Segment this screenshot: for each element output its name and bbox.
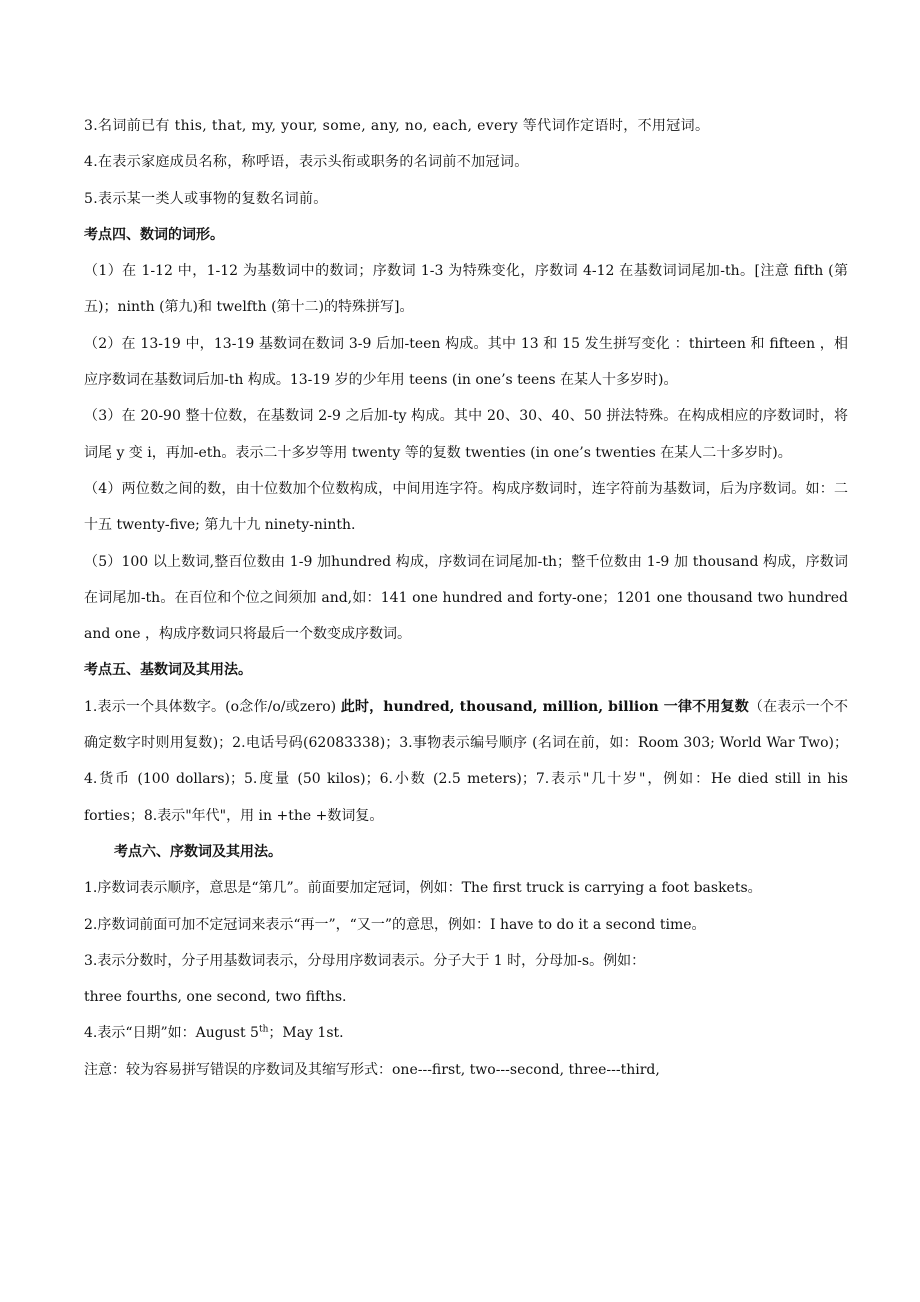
text-line: 3.名词前已有 this, that, my, your, some, any, no, each, every 等代词作定语时，不用冠词。 — [84, 118, 710, 134]
paragraph: （4）两位数之间的数，由十位数加个位数构成，中间用连字符。构成序数词时，连字符前为基数词，后为序数词。如：二十五 twenty-five; 第九十九 ninety-ninth. — [84, 480, 848, 534]
text-run: 1.表示一个具体数字。(o念作/o/或zero) — [84, 698, 341, 715]
text-run: ；May 1st. — [268, 1025, 344, 1042]
bold-text-run: 此时，hundred, thousand, million, billion 一律不用复数 — [340, 698, 749, 715]
superscript: th — [258, 1024, 269, 1035]
paragraph: （2）在 13-19 中，13-19 基数词在数词 3-9 后加-teen 构成。其中 13 和 15 发生拼写变化 ：thirteen 和 fifteen ，相应序数词在基数词后加-th 构成。13-19 岁的少年用 teens (in one’s teens 在某人十多岁时)。 — [84, 335, 848, 389]
paragraph: 2.序数词前面可加不定冠词来表示“再一”，“又一”的意思，例如：I have to do it a second time。 — [84, 916, 706, 933]
paragraph: 3.表示分数时，分子用基数词表示，分母用序数词表示。分子大于 1 时，分母加-s。例如： — [84, 952, 646, 969]
text-line: 5.表示某一类人或事物的复数名词前。 — [84, 190, 328, 207]
text-run: （在表示一个不确定数字时则用复数)；2.电话号码(62083338)；3.事物表示编号顺序 (名词在前，如：Room 303; World War Two)；4.货币 (100 dollars)；5.度量 (50 kilos)；6.小数 (2.5 meters)；7.表示"几十岁"，例如：He died still in his forties；8.表示"年代"，用 in +the +数词复。 — [84, 698, 849, 824]
paragraph: three fourths, one second, two fifths. — [84, 989, 347, 1006]
section-heading: 考点六、序数词及其用法。 — [114, 843, 282, 860]
paragraph: （1）在 1-12 中，1-12 为基数词中的数词；序数词 1-3 为特殊变化，序数词 4-12 在基数词词尾加-th。[注意 fifth (第五)；ninth (第九)和 twelfth (第十二)的特殊拼写]。 — [84, 263, 848, 316]
text-run: 4.表示“日期”如：August 5 — [84, 1025, 259, 1042]
section-heading: 考点五、基数词及其用法。 — [84, 662, 252, 679]
section-heading: 考点四、数词的词形。 — [84, 226, 224, 243]
text-line: 4.在表示家庭成员名称，称呼语，表示头衔或职务的名词前不加冠词。 — [84, 154, 529, 171]
paragraph: （5）100 以上数词,整百位数由 1-9 加hundred 构成，序数词在词尾加-th；整千位数由 1-9 加 thousand 构成，序数词在词尾加-th。在百位和个位之间须加 and,如：141 one hundred and forty-one；1201 one thousand two hundred and one ，构成序数词只将最后一个数变成序数词。 — [84, 553, 848, 643]
paragraph — [84, 1015, 848, 1051]
paragraph — [84, 689, 848, 834]
paragraph: 注意：较为容易拼写错误的序数词及其缩写形式：one---first, two---second, three---third, — [84, 1061, 660, 1078]
paragraph: （3）在 20-90 整十位数，在基数词 2-9 之后加-ty 构成。其中 20、30、40、50 拼法特殊。在构成相应的序数词时，将词尾 y 变 i，再加-eth。表示二十多岁等用 twenty 等的复数 twenties (in one’s twenties 在某人二十多岁时)。 — [84, 408, 848, 461]
paragraph: 1.序数词表示顺序，意思是“第几”。前面要加定冠词，例如：The first truck is carrying a foot baskets。 — [84, 880, 762, 897]
